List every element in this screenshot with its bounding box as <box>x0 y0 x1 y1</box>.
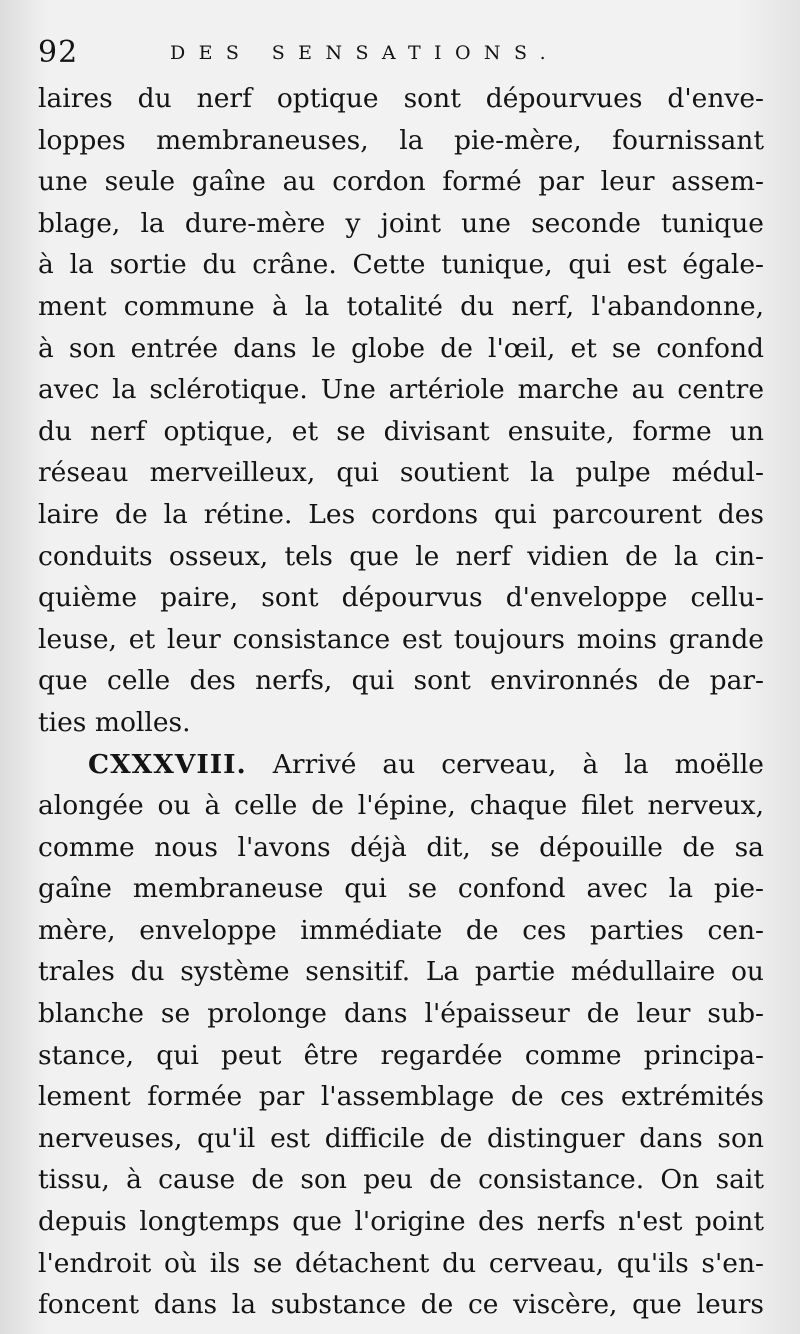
text-line: lement formée par l'assemblage de ces extrémités <box>38 1081 764 1113</box>
section-first-line <box>38 744 764 786</box>
paragraph-2 <box>38 744 764 1326</box>
section-first-line-text: Arrivé au cerveau, à la moëlle <box>272 748 764 780</box>
text-line: conduits osseux, tels que le nerf vidien de la cin- <box>38 540 764 572</box>
text-line: ment commune à la totalité du nerf, l'abandonne, <box>38 290 764 322</box>
text-line: avec la sclérotique. Une artériole marche au centre <box>38 374 764 406</box>
running-title: DES SENSATIONS. <box>170 42 560 64</box>
text-line: nerveuses, qu'il est difficile de distinguer dans son <box>38 1122 764 1154</box>
text-line: que celle des nerfs, qui sont environnés de par- <box>38 665 764 697</box>
text-line: gaîne membraneuse qui se confond avec la pie- <box>38 873 764 905</box>
text-line: alongée ou à celle de l'épine, chaque filet nerveux, <box>38 790 764 822</box>
paragraph-1 <box>38 78 764 744</box>
text-line: à son entrée dans le globe de l'œil, et se confond <box>38 332 764 364</box>
text-line: laire de la rétine. Les cordons qui parcourent des <box>38 498 764 530</box>
text-line: depuis longtemps que l'origine des nerfs n'est point <box>38 1206 764 1238</box>
text-line: loppes membraneuses, la pie-mère, fournissant <box>38 124 764 156</box>
text-line: leuse, et leur consistance est toujours moins grande <box>38 623 764 655</box>
text-line: comme nous l'avons déjà dit, se dépouille de sa <box>38 831 764 863</box>
text-line: quième paire, sont dépourvus d'enveloppe cellu- <box>38 582 764 614</box>
text-line: blage, la dure-mère y joint une seconde tunique <box>38 207 764 239</box>
text-line: blanche se prolonge dans l'épaisseur de leur sub- <box>38 998 764 1030</box>
text-line: à la sortie du crâne. Cette tunique, qui est égale- <box>38 249 764 281</box>
text-line: trales du système sensitif. La partie médullaire ou <box>38 956 764 988</box>
text-line: mère, enveloppe immédiate de ces parties cen- <box>38 914 764 946</box>
section-number: CXXXVIII. <box>88 748 247 780</box>
text-line: une seule gaîne au cordon formé par leur assem- <box>38 166 764 198</box>
text-line: du nerf optique, et se divisant ensuite, forme un <box>38 415 764 447</box>
text-line: stance, qui peut être regardée comme principa- <box>38 1039 764 1071</box>
text-line: l'endroit où ils se détachent du cerveau, qu'ils s'en- <box>38 1247 764 1279</box>
body-text <box>38 78 764 1326</box>
text-line: foncent dans la substance de ce viscère, que leurs <box>38 1289 764 1321</box>
page-number: 92 <box>38 35 79 70</box>
text-line: réseau merveilleux, qui soutient la pulpe médul- <box>38 457 764 489</box>
text-line: tissu, à cause de son peu de consistance. On sait <box>38 1164 764 1196</box>
text-line: ties molles. <box>38 706 191 738</box>
page-header <box>38 34 768 74</box>
text-line: laires du nerf optique sont dépourvues d'enve- <box>38 83 764 114</box>
